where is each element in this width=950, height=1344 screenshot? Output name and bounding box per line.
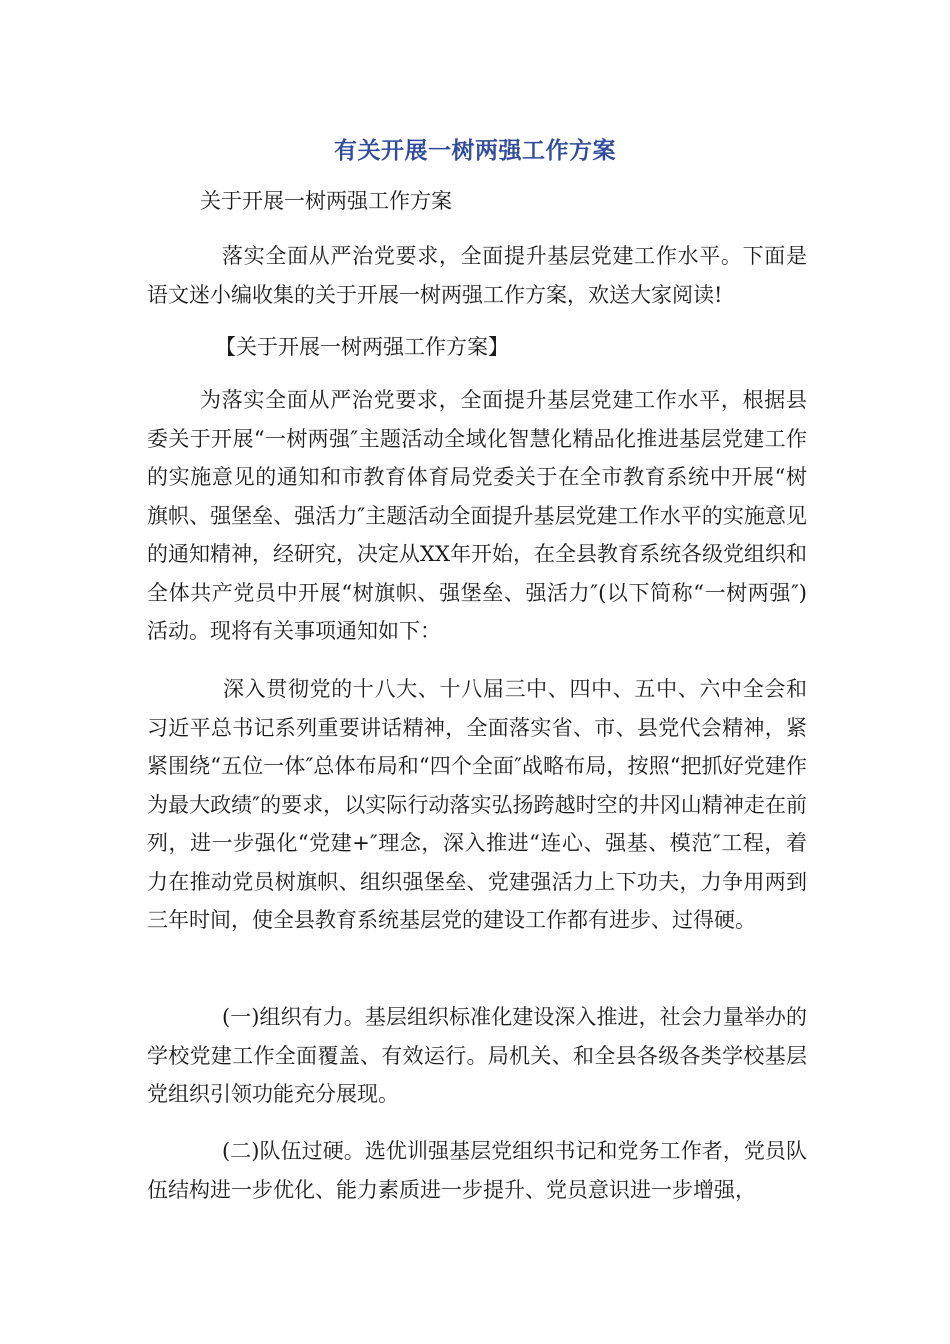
body-paragraph-3: (一)组织有力。基层组织标准化建设深入推进，社会力量举办的学校党建工作全面覆盖、有效运行。局机关、和全县各级各类学校基层党组织引领功能充分展现。: [147, 1005, 807, 1106]
document-subtitle: 关于开展一树两强工作方案: [200, 189, 452, 213]
body-paragraph-2: 深入贯彻党的十八大、十八届三中、四中、五中、六中全会和习近平总书记系列重要讲话精神，全面落实省、市、县党代会精神，紧紧围绕“五位一体″总体布局和“四个全面″战略布局，按照“把抓好党建作为最大政绩″的要求，以实际行动落实弘扬跨越时空的井冈山精神走在前列，进一步强化“党建+″理念，深入推进“连心、强基、模范″工程，着力在推动党员树旗帜、组织强堡垒、党建强活力上下功夫，力争用两到三年时间，使全县教育系统基层党的建设工作都有进步、过得硬。: [147, 677, 807, 932]
body-paragraph-1: 为落实全面从严治党要求，全面提升基层党建工作水平，根据县委关于开展“一树两强″主题活动全域化智慧化精品化推进基层党建工作的实施意见的通知和市教育体育局党委关于在全市教育系统中开展“树旗帜、强堡垒、强活力″主题活动全面提升基层党建工作水平的实施意见的通知精神，经研究，决定从XX年开始，在全县教育系统各级党组织和全体共产党员中开展“树旗帜、强堡垒、强活力″(以下简称“一树两强″)活动。现将有关事项通知如下：: [147, 388, 807, 643]
section-heading: 【关于开展一树两强工作方案】: [215, 335, 509, 359]
intro-paragraph: 落实全面从严治党要求，全面提升基层党建工作水平。下面是语文迷小编收集的关于开展一树两强工作方案，欢送大家阅读!: [147, 244, 807, 307]
body-paragraph-4: (二)队伍过硬。选优训强基层党组织书记和党务工作者，党员队伍结构进一步优化、能力素质进一步提升、党员意识进一步增强，: [147, 1139, 807, 1202]
document-title: 有关开展一树两强工作方案: [334, 138, 616, 164]
